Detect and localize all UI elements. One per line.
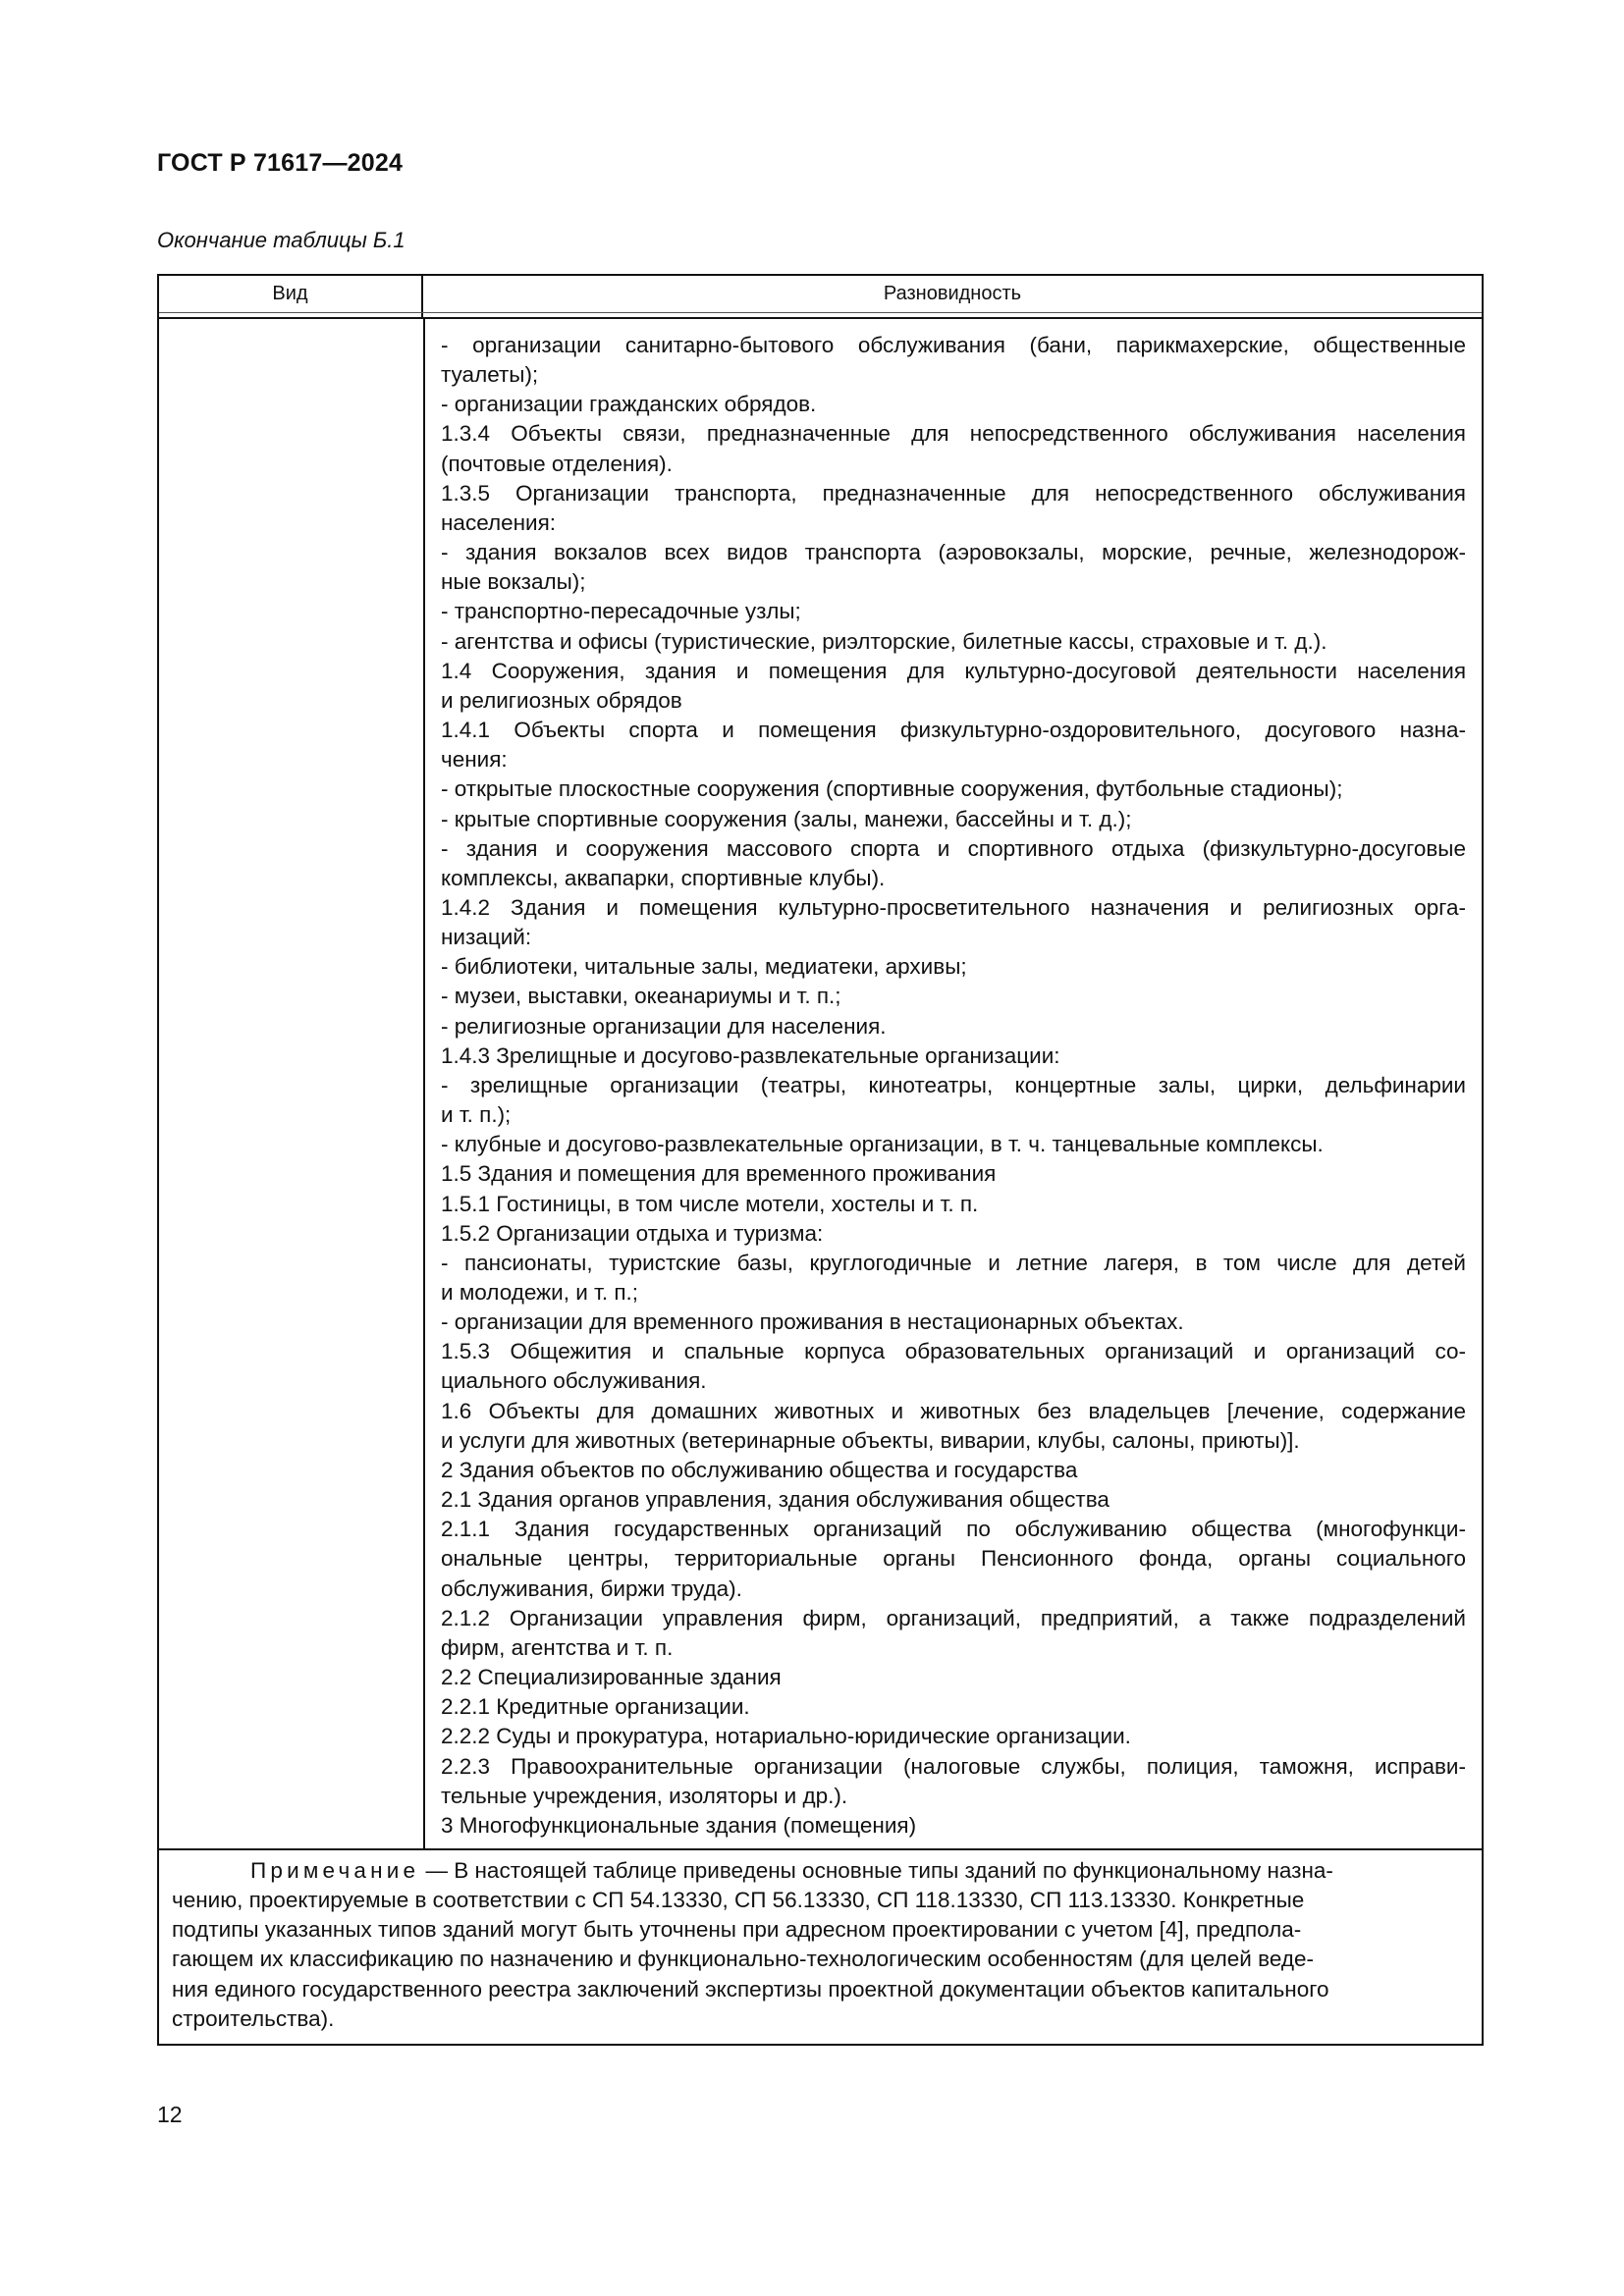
list-item: 2.1.1 Здания государственных организаций по обслуживанию общества (многофункци- bbox=[441, 1517, 1466, 1542]
note-line: — В настоящей таблице приведены основные типы зданий по функциональному назна- bbox=[425, 1857, 1333, 1883]
list-item: 2.1.2 Организации управления фирм, организаций, предприятий, а также подразделений bbox=[441, 1605, 1466, 1630]
note-line: строительства). bbox=[172, 2005, 335, 2031]
list-item: чения: bbox=[441, 747, 508, 773]
list-item: - агентства и офисы (туристические, риэлторские, билетные кассы, страховые и т. д.). bbox=[441, 628, 1327, 654]
list-item: 1.3.5 Организации транспорта, предназначенные для непосредственного обслуживания bbox=[441, 480, 1466, 506]
list-item: 1.5.1 Гостиницы, в том числе мотели, хостелы и т. п. bbox=[441, 1191, 979, 1216]
column-header-vid: Вид bbox=[159, 276, 423, 317]
list-item: ональные центры, территориальные органы Пенсионного фонда, органы социального bbox=[441, 1546, 1466, 1572]
note-first-line bbox=[172, 1856, 1464, 1886]
list-item: 2.2.1 Кредитные организации. bbox=[441, 1694, 750, 1720]
list-item: 1.4.3 Зрелищные и досугово-развлекательные организации: bbox=[441, 1042, 1060, 1068]
list-item: - крытые спортивные сооружения (залы, манежи, бассейны и т. д.); bbox=[441, 806, 1132, 831]
list-item: тельные учреждения, изоляторы и др.). bbox=[441, 1783, 848, 1808]
list-item: 1.5.2 Организации отдыха и туризма: bbox=[441, 1220, 824, 1246]
list-item: населения: bbox=[441, 509, 557, 535]
list-item: 2.1 Здания органов управления, здания обслуживания общества bbox=[441, 1487, 1110, 1513]
note-label: Примечание bbox=[250, 1857, 420, 1883]
list-item: и молодежи, и т. п.; bbox=[441, 1280, 639, 1305]
list-item: 1.6 Объекты для домашних животных и животных без владельцев [лечение, содержание bbox=[441, 1398, 1466, 1423]
note-line: ния единого государственного реестра заключений экспертизы проектной документации объектов капитального bbox=[172, 1976, 1329, 2002]
list-item: 1.5.3 Общежития и спальные корпуса образовательных организаций и организаций со- bbox=[441, 1339, 1466, 1364]
list-item: - клубные и досугово-развлекательные организации, в т. ч. танцевальные комплексы. bbox=[441, 1132, 1324, 1157]
list-item: - организации гражданских обрядов. bbox=[441, 392, 817, 417]
list-item: - здания вокзалов всех видов транспорта (аэровокзалы, морские, речные, железнодорож- bbox=[441, 540, 1466, 565]
note-line: подтипы указанных типов зданий могут быть уточнены при адресном проектировании с учетом [4], предпола- bbox=[172, 1917, 1302, 1943]
list-item: (почтовые отделения). bbox=[441, 451, 673, 476]
list-item: низаций: bbox=[441, 925, 532, 950]
list-item: - религиозные организации для населения. bbox=[441, 1013, 887, 1039]
list-item: и т. п.); bbox=[441, 1102, 512, 1128]
list-item: - музеи, выставки, океанариумы и т. п.; bbox=[441, 984, 841, 1009]
classification-table bbox=[157, 274, 1484, 2046]
vid-cell bbox=[159, 319, 425, 1848]
list-item: туалеты); bbox=[441, 362, 539, 388]
note-line: чению, проектируемые в соответствии с СП 54.13330, СП 56.13330, СП 118.13330, СП 113.13330. Конкретные bbox=[172, 1888, 1305, 1913]
list-item: - организации санитарно-бытового обслуживания (бани, парикмахерские, общественные bbox=[441, 333, 1466, 357]
list-item: обслуживания, биржи труда). bbox=[441, 1575, 742, 1601]
list-item: комплексы, аквапарки, спортивные клубы). bbox=[441, 865, 886, 890]
list-item: 2 Здания объектов по обслуживанию общества и государства bbox=[441, 1457, 1078, 1482]
document-header: ГОСТ Р 71617—2024 bbox=[157, 149, 404, 177]
list-item: 2.2 Специализированные здания bbox=[441, 1665, 782, 1690]
list-item: 2.2.3 Правоохранительные организации (налоговые службы, полиция, таможня, исправи- bbox=[441, 1753, 1466, 1779]
list-item: циального обслуживания. bbox=[441, 1368, 707, 1394]
list-item: - библиотеки, читальные залы, медиатеки, архивы; bbox=[441, 954, 967, 980]
list-item: фирм, агентства и т. п. bbox=[441, 1634, 674, 1660]
table-header-row bbox=[159, 276, 1482, 319]
list-item: ные вокзалы); bbox=[441, 569, 586, 595]
table-body-row bbox=[159, 319, 1482, 1850]
raznovidnost-cell bbox=[425, 319, 1482, 1848]
list-item: - зрелищные организации (театры, кинотеатры, концертные залы, цирки, дельфинарии bbox=[441, 1072, 1466, 1097]
list-item: - здания и сооружения массового спорта и спортивного отдыха (физкультурно-досуговые bbox=[441, 835, 1466, 861]
page-number: 12 bbox=[157, 2102, 183, 2127]
column-header-raznovidnost: Разновидность bbox=[883, 282, 1022, 304]
table-caption: Окончание таблицы Б.1 bbox=[157, 228, 406, 252]
list-item: 1.5 Здания и помещения для временного проживания bbox=[441, 1161, 997, 1187]
list-item: 1.4.1 Объекты спорта и помещения физкультурно-оздоровительного, досугового назна- bbox=[441, 718, 1466, 743]
list-item: - транспортно-пересадочные узлы; bbox=[441, 599, 801, 624]
list-item: и религиозных обрядов bbox=[441, 687, 682, 713]
table-note bbox=[159, 1850, 1482, 2044]
list-item: и услуги для животных (ветеринарные объекты, виварии, клубы, салоны, приюты)]. bbox=[441, 1427, 1300, 1453]
list-item: 2.2.2 Суды и прокуратура, нотариально-юридические организации. bbox=[441, 1724, 1131, 1749]
note-line: гающем их классификацию по назначению и функционально-технологическим особенностям (для целей веде- bbox=[172, 1947, 1314, 1972]
list-item: 1.3.4 Объекты связи, предназначенные для непосредственного обслуживания населения bbox=[441, 421, 1466, 447]
list-item: 1.4.2 Здания и помещения культурно-просветительного назначения и религиозных орга- bbox=[441, 894, 1466, 920]
list-item: 1.4 Сооружения, здания и помещения для культурно-досуговой деятельности населения bbox=[441, 658, 1466, 683]
list-item: - открытые плоскостные сооружения (спортивные сооружения, футбольные стадионы); bbox=[441, 776, 1343, 802]
list-item: - пансионаты, туристские базы, круглогодичные и летние лагеря, в том числе для детей bbox=[441, 1250, 1466, 1275]
list-item: - организации для временного проживания в нестационарных объектах. bbox=[441, 1309, 1184, 1335]
list-item: 3 Многофункциональные здания (помещения) bbox=[441, 1812, 917, 1838]
